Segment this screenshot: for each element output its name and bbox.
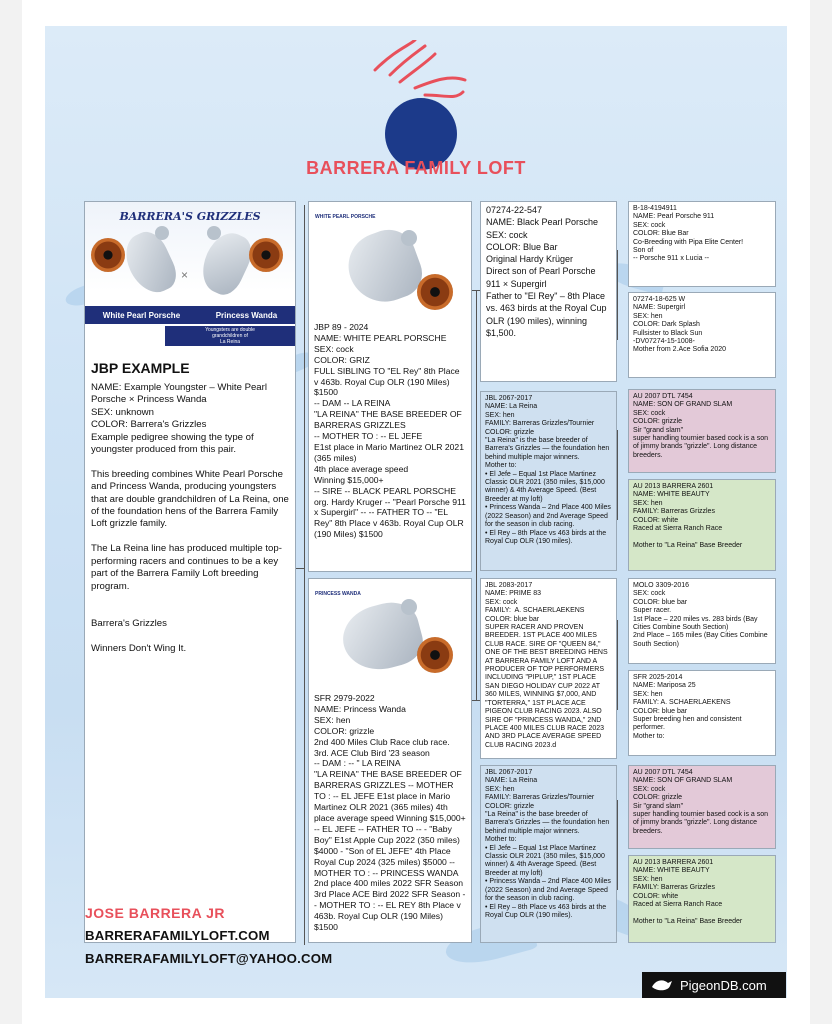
email-link[interactable]: BARRERAFAMILYLOFT@YAHOO.COM: [85, 951, 333, 966]
left-name: White Pearl Porsche: [102, 310, 181, 320]
dam-sire-box: JBL 2083-2017 NAME: PRIME 83 SEX: cock FAMILY: A. SCHAERLAEKENS COLOR: blue bar SUPER RACER AND PROVEN BREEDER. 1ST PLACE 400 MILES CLUB RACE. SIRE OF "QUEEN 84," ONE OF THE BEST BREEDING HENS AT BARRERA FAMILY LOFT AND A PRODUCER OF TOP PERFORMERS INCLUDING "PIPLUP," 1ST PLACE SAN DIEGO HOLIDAY CUP 2022 AT 360 MILES, WINNING $7,000, AND "TORTERRA," 1ST PLACE ACE PIGEON CLUB RACING 2023. ALSO SIRE OF "PRINCESS WANDA," 2ND PLACE 400 MILES CLUB RACE 2023 AND 3RD PLACE AVERAGE SPEED CLUB RACING 2023.d: [480, 578, 617, 759]
ggp-sds-box: AU 2007 DTL 7454 NAME: SON OF GRAND SLAM SEX: cock COLOR: grizzle Sir "grand slam" super handling tournier based cock is a son of jimmy brands "grizzle". Long distance breeders.: [628, 389, 776, 473]
sire-box: [308, 201, 472, 572]
ggp-dds-box: AU 2007 DTL 7454 NAME: SON OF GRAND SLAM SEX: cock COLOR: grizzle Sir "grand slam" super handling tournier based cock is a son of jimmy brands "grizzle". Long distance breeders.: [628, 765, 776, 849]
sire-eye-image: [417, 274, 453, 310]
sire-sire-box: 07274-22-547 NAME: Black Pearl Porsche SEX: cock COLOR: Blue Bar Original Hardy Krüger Direct son of Pearl Porsche 911 × Supergirl Father to "El Rey" – 8th Place vs. 463 birds at the Royal Cup OLR (190 miles), winning $1,500.: [480, 201, 617, 382]
photo-caption: Youngsters are double grandchildren of La Reina: [165, 326, 295, 346]
ggp-dsd-box: SFR 2025-2014 NAME: Mariposa 25 SEX: hen FAMILY: A. SCHAERLAEKENS COLOR: blue bar Super breeding hen and consistent performer. Mother to:: [628, 670, 776, 756]
main-photo: [85, 202, 295, 350]
dam-dam-box: JBL 2067-2017 NAME: La Reina SEX: hen FAMILY: Barreras Grizzles/Tournier COLOR: grizzle "La Reina" is the base breeder of Barrera's Grizzles — the foundation hen behind multiple major winners. Mother to: • El Jefe – Equal 1st Place Martinez Classic OLR 2021 (350 miles, $15,000 winner) & 4th Average Speed. (Best Breeder at my loft) • Princess Wanda – 2nd Place 400 Miles (2022 Season) and 2nd Average Speed for the season in club racing. • El Rey – 8th Place vs 463 birds at the Royal Cup OLR (190 miles).: [480, 765, 617, 943]
cross-symbol: ×: [181, 268, 189, 282]
main-title: JBP EXAMPLE: [91, 360, 190, 376]
pigeon-icon: [650, 977, 674, 993]
dam-eye-image: [417, 637, 453, 673]
watermark-label: PigeonDB.com: [680, 977, 767, 993]
dam-details: SFR 2979-2022 NAME: Princess Wanda SEX: hen COLOR: grizzle 2nd 400 Miles Club Race club race. 3rd. ACE Club Bird '23 season -- DAM : -- " LA REINA "LA REINA" THE BASE BREEDER OF BARRERAS GRIZZLES -- MOTHER TO : -- EL JEFE E1st place in Mario Martinez OLR 2021 (365 miles) 4th place average speed Winning $15,000+ -- EL JEFE -- FATHER TO -- - "Baby Boy" E1st Apple Cup 2022 (350 miles) $4000 - "Son of EL JEFE" 4th Place Royal Cup 2024 (325 miles) $5000 -- MOTHER TO : -- PRINCESS WANDA 2nd place 400 miles 2022 SFR Season 3rd Place ACE Bird 2022 SFR Season -- MOTHER TO : -- EL REY 8th Place v 463b. Royal Cup OLR (190 Miles) $1500: [314, 693, 466, 933]
ggp-ddd-box: AU 2013 BARRERA 2601 NAME: WHITE BEAUTY SEX: hen FAMILY: Barreras Grizzles COLOR: white Raced at Sierra Ranch Race Mother to "La Reina" Base Breeder: [628, 855, 776, 943]
ggp-ssd-box: 07274-18-625 W NAME: Supergirl SEX: hen COLOR: Dark Splash Fullsister to Black Sun -DV07274-15-1008- Mother from 2.Ace Sofia 2020: [628, 292, 776, 378]
owner-name: JOSE BARRERA JR: [85, 905, 226, 921]
sire-details: JBP 89 - 2024 NAME: WHITE PEARL PORSCHE SEX: cock COLOR: GRIZ FULL SIBLING TO "EL Rey" 8th Place v 463b. Royal Cup OLR (190 Miles) $1500 -- DAM -- LA REINA "LA REINA" THE BASE BREEDER OF BARRERAS GRIZZLES -- MOTHER TO : -- EL JEFE E1st place in Mario Martinez OLR 2021 (365 miles) 4th place average speed Winning $15,000+ -- SIRE -- BLACK PEARL PORSCHE org. Hardy Kruger -- "Pearl Porsche 911 x Supergirl" -- -- FATHER TO -- "EL Rey" 8th Place v 463b. Royal Cup OLR (190 Miles) $1500: [314, 322, 466, 540]
brand-title: BARRERA FAMILY LOFT: [306, 158, 526, 178]
photo-name-bar: [85, 306, 295, 324]
ggp-sdd-box: AU 2013 BARRERA 2601 NAME: WHITE BEAUTY SEX: hen FAMILY: Barreras Grizzles COLOR: white Raced at Sierra Ranch Race Mother to "La Reina" Base Breeder: [628, 479, 776, 571]
right-eye-image: [249, 238, 283, 272]
right-pigeon-image: [194, 226, 258, 300]
sire-dam-box: JBL 2067-2017 NAME: La Reina SEX: hen FAMILY: Barreras Grizzles/Tournier COLOR: grizzle "La Reina" is the base breeder of Barrera's Grizzles — the foundation hen behind multiple major winners. Mother to: • El Jefe – Equal 1st Place Martinez Classic OLR 2021 (350 miles, $15,000 winner) & 4th Average Speed. (Best Breeder at my loft) • Princess Wanda – 2nd Place 400 Miles (2022 Season) and 2nd Average Speed for the season in club racing. • El Rey – 8th Place vs 463 birds at the Royal Cup OLR (190 miles).: [480, 391, 617, 571]
sire-photo: [309, 202, 471, 320]
dam-photo: [309, 579, 471, 691]
dam-photo-title: PRINCESS WANDA: [315, 591, 361, 597]
left-pigeon-image: [118, 226, 182, 300]
dam-box: [308, 578, 472, 943]
main-pigeon-box: [84, 201, 296, 943]
sire-photo-title: WHITE PEARL PORSCHE: [315, 214, 376, 220]
ggp-sss-box: B-18-4194911 NAME: Pearl Porsche 911 SEX: cock COLOR: Blue Bar Co-Breeding with Pipa Elite Center! Son of -- Porsche 911 x Lucia --: [628, 201, 776, 287]
banner-title: BARRERA'S GRIZZLES: [119, 210, 261, 223]
left-eye-image: [91, 238, 125, 272]
pigeondb-watermark[interactable]: [642, 972, 786, 998]
ggp-dss-box: MOLO 3309-2016 SEX: cock COLOR: blue bar Super racer. 1st Place – 220 miles vs. 283 birds (Bay Cities Combine South Section) 2nd Place – 165 miles (Bay Cities Combine South Section): [628, 578, 776, 664]
right-name: Princess Wanda: [215, 310, 278, 320]
website-link[interactable]: BARRERAFAMILYLOFT.COM: [85, 928, 270, 943]
main-details: NAME: Example Youngster – White Pearl Porsche × Princess Wanda SEX: unknown COLOR: Barrera's Grizzles Example pedigree showing the type of youngster produced from this pair. This breeding combines White Pearl Porsche and Princess Wanda, producing youngsters that are double grandchildren of La Reina, one of the foundation hens of the Barrera Family Loft grizzle family. The La Reina line has produced multiple top-performing racers and continues to be a key part of the Barrera Family Loft breeding program. Barrera's Grizzles Winners Don't Wing It.: [91, 382, 289, 654]
